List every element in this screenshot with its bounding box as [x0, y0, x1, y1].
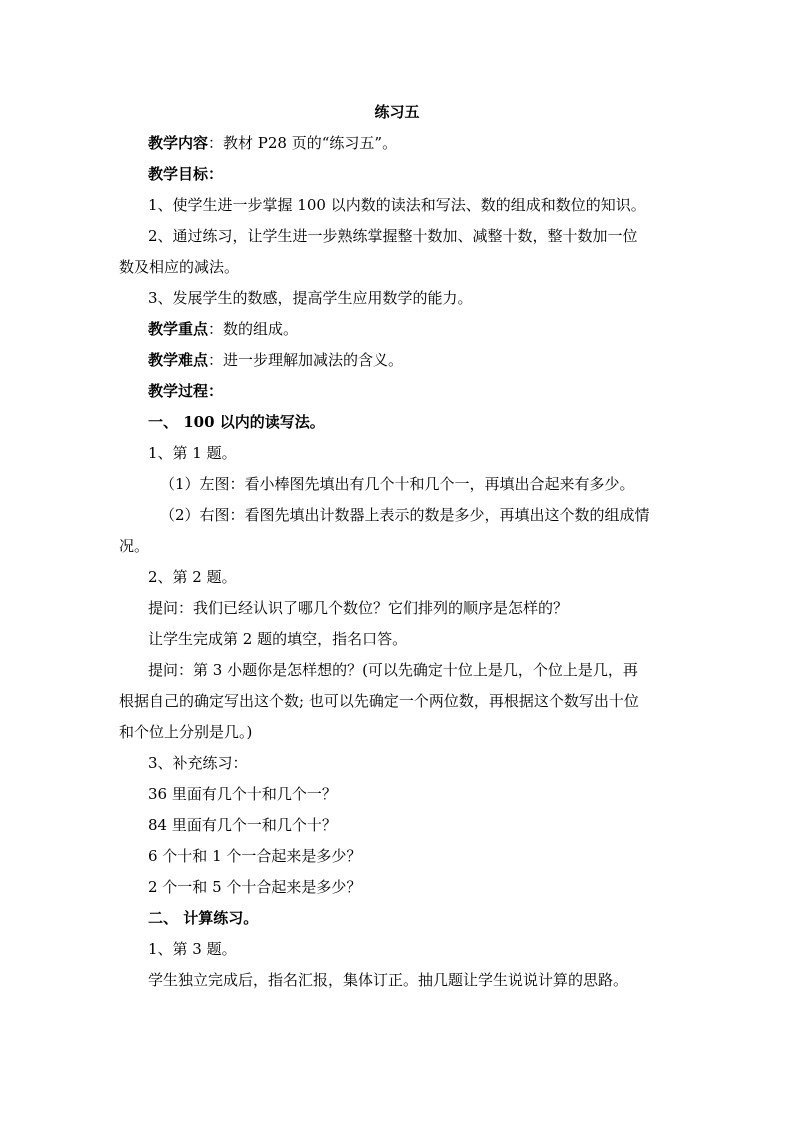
- section-2-line-1: 1、第 3 题。: [148, 940, 237, 958]
- teaching-content-line: [148, 131, 397, 155]
- section-1-line-2: （1）左图：看小棒图先填出有几个十和几个一，再填出合起来有多少。: [160, 475, 635, 493]
- section-1-line-8: 3、补充练习：: [148, 754, 248, 772]
- difficulty-text: 进一步理解加减法的含义。: [223, 351, 404, 369]
- section-1-line-1: 1、第 1 题。: [148, 444, 237, 462]
- goal-line-3: 3、发展学生的数感，提高学生应用数学的能力。: [148, 289, 473, 307]
- section-1-line-12: 2 个一和 5 个十合起来是多少？: [148, 878, 362, 896]
- teaching-process-heading: 教学过程：: [148, 382, 224, 400]
- section-1-line-9: 36 里面有几个十和几个一？: [148, 785, 337, 803]
- teaching-goals-heading: 教学目标：: [148, 165, 224, 183]
- teaching-content-colon: ：: [208, 134, 224, 152]
- key-point-label: 教学重点: [148, 320, 209, 338]
- section-1-line-7: 提问：第 3 小题你是怎样想的？(可以先确定十位上是几，个位上是几，再: [148, 661, 638, 679]
- section-2-line-2: 学生独立完成后，指名汇报，集体订正。抽几题让学生说说计算的思路。: [148, 971, 629, 989]
- difficulty-label: 教学难点: [148, 351, 209, 369]
- section-1-line-7-end: 和个位上分别是几。): [119, 723, 253, 741]
- section-1-line-4: 2、第 2 题。: [148, 568, 237, 586]
- section-1-line-10: 84 里面有几个一和几个十？: [148, 816, 337, 834]
- key-point-text: 数的组成。: [223, 320, 299, 338]
- goal-line-2-continued: 数及相应的减法。: [119, 258, 240, 276]
- section-1-line-5: 提问：我们已经认识了哪几个数位？它们排列的顺序是怎样的？: [148, 599, 569, 617]
- goal-line-1: 1、使学生进一步掌握 100 以内数的读法和写法、数的组成和数位的知识。: [148, 196, 646, 214]
- section-1-line-7-continued: 根据自己的确定写出这个数; 也可以先确定一个两位数，再根据这个数写出十位: [119, 692, 639, 710]
- teaching-content-text: 教材 P28 页的“练习五”。: [223, 134, 398, 152]
- key-point-colon: ：: [208, 320, 224, 338]
- difficulty-line: [148, 348, 403, 372]
- difficulty-colon: ：: [208, 351, 224, 369]
- section-1-line-3: （2）右图：看图先填出计数器上表示的数是多少，再填出这个数的组成情: [160, 506, 650, 524]
- section-1-line-11: 6 个十和 1 个一合起来是多少？: [148, 847, 362, 865]
- teaching-content-label: 教学内容: [148, 134, 209, 152]
- section-1-heading: 一、 100 以内的读写法。: [148, 413, 325, 431]
- key-point-line: [148, 317, 298, 341]
- section-2-heading: 二、 计算练习。: [148, 909, 259, 927]
- goal-line-2: 2、通过练习，让学生进一步熟练掌握整十数加、减整十数，整十数加一位: [148, 227, 638, 245]
- document-title: 练习五: [374, 103, 420, 121]
- section-1-line-6: 让学生完成第 2 题的填空，指名口答。: [148, 630, 408, 648]
- section-1-line-3-continued: 况。: [119, 537, 150, 555]
